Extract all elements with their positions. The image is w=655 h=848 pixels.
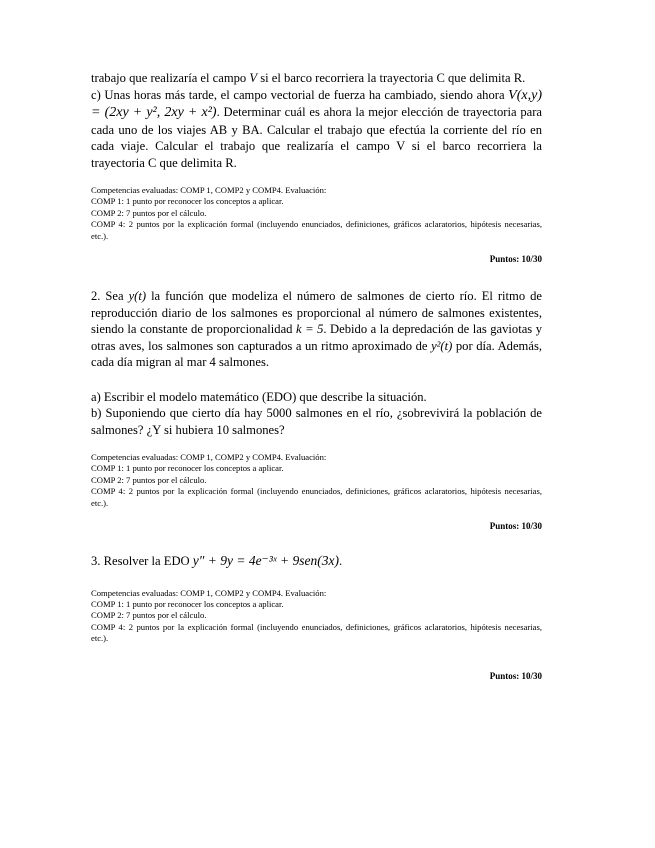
score-label: Puntos: <box>489 670 520 681</box>
comp-title: Competencias evaluadas: COMP 1, COMP2 y COMP4. Evaluación: <box>91 452 327 463</box>
comp-1: COMP 1: 1 punto por reconocer los conceptos a aplicar. <box>91 598 284 609</box>
score-value: 10/30 <box>521 670 542 681</box>
part3-intro: 3. Resolver la EDO <box>91 554 190 569</box>
competencies-block-3 <box>91 588 542 645</box>
score-3 <box>91 671 542 681</box>
comp-2: COMP 2: 7 puntos por el cálculo. <box>91 610 207 621</box>
score-label: Puntos: <box>489 521 520 532</box>
comp-4: COMP 4: 2 puntos por la explicación formal (incluyendo enunciados, definiciones, gráficos aclaratorios, hipótesis necesarias, etc.). <box>91 486 542 508</box>
field-variable: V <box>249 71 258 85</box>
score-value: 10/30 <box>521 521 542 532</box>
part2-intro-c: . Debido a la depredación de las gaviotas y otras aves, los salmones son capturados a un ritmo aproximado de <box>91 322 542 353</box>
competencies-block-2 <box>91 452 542 509</box>
part1-paragraph <box>91 70 542 87</box>
score-label: Puntos: <box>489 254 520 265</box>
part3-end: . <box>338 554 343 569</box>
comp-title: Competencias evaluadas: COMP 1, COMP2 y COMP4. Evaluación: <box>91 185 327 195</box>
comp-1: COMP 1: 1 punto por reconocer los conceptos a aplicar. <box>91 196 284 207</box>
part2-intro-d: por día. Además, cada día migran al mar 4 salmones. <box>91 338 542 370</box>
function-y-of-t: y(t) <box>128 289 147 304</box>
comp-1: COMP 1: 1 punto por reconocer los conceptos a aplicar. <box>91 463 284 474</box>
competencies-block-1 <box>91 185 542 242</box>
score-2 <box>91 521 542 531</box>
part1c-intro: c) Unas horas más tarde, el campo vectorial de fuerza ha cambiado, siendo ahora <box>91 87 505 102</box>
constant-k: k = 5 <box>295 322 324 337</box>
comp-2: COMP 2: 7 puntos por el cálculo. <box>91 207 207 218</box>
part2-intro-b: la función que modeliza el número de salmones de cierto río. El ritmo de reproducción diario de los salmones es proporcional al número de salmones existentes, siendo la constante de proporcionalidad <box>91 289 543 337</box>
comp-4: COMP 4: 2 puntos por la explicación formal (incluyendo enunciados, definiciones, gráficos aclaratorios, hipótesis necesarias, etc.). <box>91 219 542 241</box>
capture-rate: y²(t) <box>431 338 453 353</box>
part2-question-b: b) Suponiendo que cierto día hay 5000 salmones en el río, ¿sobrevivirá la población de salmones? ¿Y si hubiera 10 salmones? <box>91 406 542 437</box>
score-value: 10/30 <box>521 254 542 265</box>
part3-paragraph <box>91 553 542 570</box>
comp-title: Competencias evaluadas: COMP 1, COMP2 y COMP4. Evaluación: <box>91 587 327 598</box>
part1-text-b: si el barco recorriera la trayectoria C que delimita R. <box>260 71 526 85</box>
document-page <box>91 70 542 681</box>
score-1 <box>91 254 542 264</box>
vector-field-formula: V(x,y) = (2xy + y², 2xy + x²) <box>91 87 542 120</box>
part1c-paragraph <box>91 87 542 172</box>
part1c-rest: . Determinar cuál es ahora la mejor elección de trayectoria para cada uno de los viajes AB y BA. Calcular el trabajo que efectúa la corriente del río en cada viaje. Calcular el trabajo que realizaría el campo V si el barco recorriera la trayectoria C que delimita R. <box>91 105 543 170</box>
comp-2: COMP 2: 7 puntos por el cálculo. <box>91 474 207 485</box>
comp-4: COMP 4: 2 puntos por la explicación formal (incluyendo enunciados, definiciones, gráficos aclaratorios, hipótesis necesarias, etc.). <box>91 621 542 644</box>
part1-text-a: trabajo que realizaría el campo <box>91 71 247 85</box>
part2-question-a: a) Escribir el modelo matemático (EDO) que describe la situación. <box>91 389 427 404</box>
ode-equation: y″ + 9y = 4e⁻³ˣ + 9sen(3x) <box>192 553 339 569</box>
part2-paragraph <box>91 288 542 371</box>
part2-intro-a: 2. Sea <box>91 289 124 304</box>
